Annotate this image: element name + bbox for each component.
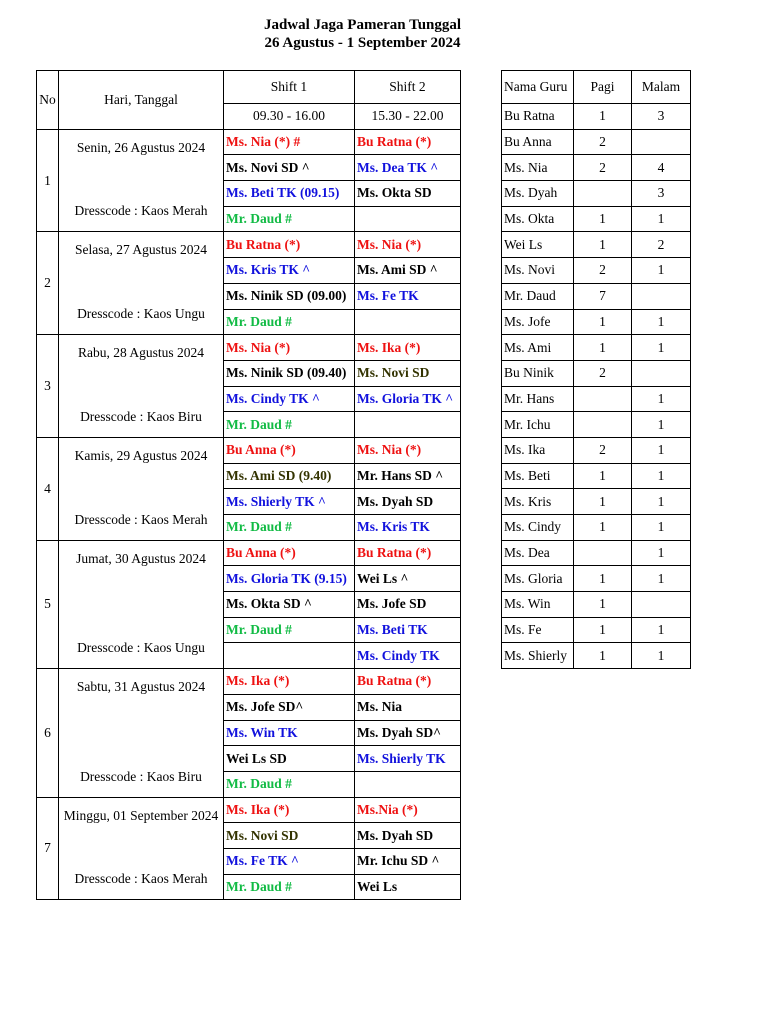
shift2-cell: Ms. Gloria TK ^ xyxy=(355,386,461,412)
teacher-pagi: 1 xyxy=(574,309,632,335)
shift1-cell: Bu Anna (*) xyxy=(224,540,355,566)
schedule-row xyxy=(37,540,461,566)
teacher-pagi: 2 xyxy=(574,155,632,181)
teacher-malam: 1 xyxy=(632,489,691,515)
teacher-malam: 1 xyxy=(632,643,691,669)
teacher-pagi: 1 xyxy=(574,232,632,258)
teacher-row xyxy=(502,335,691,361)
shift1-cell: Mr. Daud # xyxy=(224,309,355,335)
day-date: Sabtu, 31 Agustus 2024 xyxy=(76,679,206,695)
teacher-row xyxy=(502,232,691,258)
teacher-name: Ms. Nia xyxy=(502,155,574,181)
shift2-cell: Wei Ls xyxy=(355,874,461,900)
teacher-pagi: 2 xyxy=(574,360,632,386)
shift2-cell: Ms. Ika (*) xyxy=(355,335,461,361)
shift2-cell: Ms. Dyah SD xyxy=(355,489,461,515)
teacher-malam xyxy=(632,360,691,386)
shift2-cell: Ms. Nia xyxy=(355,694,461,720)
shift2-cell: Ms. Dyah SD^ xyxy=(355,720,461,746)
teacher-name: Wei Ls xyxy=(502,232,574,258)
shift2-cell: Ms. Jofe SD xyxy=(355,592,461,618)
teacher-row xyxy=(502,437,691,463)
header-pagi: Pagi xyxy=(574,71,632,104)
day-number: 5 xyxy=(37,540,59,668)
header-day: Hari, Tanggal xyxy=(59,71,224,130)
teacher-name: Ms. Shierly xyxy=(502,643,574,669)
teacher-row xyxy=(502,386,691,412)
shift1-cell: Ms. Okta SD ^ xyxy=(224,592,355,618)
shift1-cell: Ms. Novi SD ^ xyxy=(224,155,355,181)
shift1-cell: Ms. Ami SD (9.40) xyxy=(224,463,355,489)
shift2-cell: Bu Ratna (*) xyxy=(355,669,461,695)
teacher-malam: 1 xyxy=(632,386,691,412)
shift2-cell: Ms. Okta SD xyxy=(355,181,461,207)
header-shift2: Shift 2 xyxy=(355,71,461,104)
teacher-malam: 1 xyxy=(632,566,691,592)
header-teacher-name: Nama Guru xyxy=(502,71,574,104)
teacher-row xyxy=(502,592,691,618)
teacher-malam: 1 xyxy=(632,515,691,541)
schedule-row xyxy=(37,232,461,258)
day-number: 1 xyxy=(37,129,59,232)
teacher-name: Ms. Fe xyxy=(502,617,574,643)
teacher-row xyxy=(502,104,691,130)
header-time1: 09.30 - 16.00 xyxy=(224,104,355,130)
shift2-cell: Ms. Novi SD xyxy=(355,360,461,386)
teacher-row xyxy=(502,412,691,438)
day-number: 3 xyxy=(37,335,59,438)
header-malam: Malam xyxy=(632,71,691,104)
teacher-pagi: 1 xyxy=(574,335,632,361)
teacher-name: Ms. Ami xyxy=(502,335,574,361)
shift2-cell: Ms. Ami SD ^ xyxy=(355,258,461,284)
shift1-cell: Mr. Daud # xyxy=(224,874,355,900)
day-info xyxy=(59,797,224,900)
day-date: Selasa, 27 Agustus 2024 xyxy=(74,242,207,258)
shift1-cell: Ms. Nia (*) xyxy=(224,335,355,361)
day-date: Minggu, 01 September 2024 xyxy=(63,807,219,823)
shift2-cell xyxy=(355,206,461,232)
header-shift1: Shift 1 xyxy=(224,71,355,104)
shift2-cell xyxy=(355,771,461,797)
shift2-cell: Ms. Fe TK xyxy=(355,283,461,309)
teacher-row xyxy=(502,566,691,592)
teacher-summary-table xyxy=(501,70,691,669)
teacher-pagi xyxy=(574,386,632,412)
day-dresscode: Dresscode : Kaos Merah xyxy=(74,203,208,219)
shift2-cell: Ms. Dea TK ^ xyxy=(355,155,461,181)
teacher-name: Ms. Kris xyxy=(502,489,574,515)
teacher-row xyxy=(502,360,691,386)
teacher-pagi: 1 xyxy=(574,206,632,232)
day-dresscode: Dresscode : Kaos Ungu xyxy=(77,306,205,322)
shift2-cell: Ms.Nia (*) xyxy=(355,797,461,823)
shift1-cell: Ms. Kris TK ^ xyxy=(224,258,355,284)
day-date: Rabu, 28 Agustus 2024 xyxy=(77,345,204,361)
header-no: No xyxy=(37,71,59,130)
teacher-pagi: 1 xyxy=(574,592,632,618)
shift1-cell: Mr. Daud # xyxy=(224,206,355,232)
day-dresscode: Dresscode : Kaos Biru xyxy=(80,408,202,424)
teacher-pagi: 1 xyxy=(574,515,632,541)
shift2-cell: Ms. Shierly TK xyxy=(355,746,461,772)
teacher-pagi: 7 xyxy=(574,283,632,309)
teacher-row xyxy=(502,129,691,155)
teacher-row xyxy=(502,463,691,489)
shift1-cell: Mr. Daud # xyxy=(224,771,355,797)
title-block xyxy=(200,16,525,52)
day-number: 4 xyxy=(37,437,59,540)
shift1-cell: Wei Ls SD xyxy=(224,746,355,772)
shift1-cell: Ms. Nia (*) # xyxy=(224,129,355,155)
teacher-name: Ms. Win xyxy=(502,592,574,618)
schedule-row xyxy=(37,335,461,361)
teacher-name: Ms. Cindy xyxy=(502,515,574,541)
teacher-malam xyxy=(632,592,691,618)
shift1-cell: Ms. Ninik SD (09.00) xyxy=(224,283,355,309)
shift2-cell: Ms. Beti TK xyxy=(355,617,461,643)
shift1-cell: Ms. Shierly TK ^ xyxy=(224,489,355,515)
teacher-malam: 3 xyxy=(632,181,691,207)
teacher-pagi: 2 xyxy=(574,258,632,284)
teacher-malam: 1 xyxy=(632,206,691,232)
teacher-malam: 1 xyxy=(632,309,691,335)
day-info xyxy=(59,669,224,797)
teacher-row xyxy=(502,515,691,541)
teacher-name: Ms. Novi xyxy=(502,258,574,284)
day-info xyxy=(59,232,224,335)
schedule-table xyxy=(36,70,461,900)
shift2-cell: Ms. Dyah SD xyxy=(355,823,461,849)
shift1-cell: Mr. Daud # xyxy=(224,412,355,438)
schedule-row xyxy=(37,437,461,463)
teacher-pagi: 1 xyxy=(574,566,632,592)
day-number: 7 xyxy=(37,797,59,900)
shift1-cell: Ms. Fe TK ^ xyxy=(224,848,355,874)
day-dresscode: Dresscode : Kaos Ungu xyxy=(77,640,205,656)
shift1-cell: Ms. Ika (*) xyxy=(224,797,355,823)
shift2-cell: Ms. Nia (*) xyxy=(355,437,461,463)
teacher-pagi: 1 xyxy=(574,463,632,489)
teacher-name: Ms. Okta xyxy=(502,206,574,232)
teacher-row xyxy=(502,258,691,284)
teacher-name: Ms. Gloria xyxy=(502,566,574,592)
teacher-malam: 4 xyxy=(632,155,691,181)
day-date: Senin, 26 Agustus 2024 xyxy=(76,139,206,155)
schedule-row xyxy=(37,669,461,695)
teacher-pagi: 1 xyxy=(574,643,632,669)
shift2-cell: Ms. Nia (*) xyxy=(355,232,461,258)
shift1-cell: Ms. Jofe SD^ xyxy=(224,694,355,720)
shift1-cell: Bu Anna (*) xyxy=(224,437,355,463)
page-title: Jadwal Jaga Pameran Tunggal xyxy=(263,17,462,33)
teacher-name: Mr. Hans xyxy=(502,386,574,412)
shift1-cell: Mr. Daud # xyxy=(224,617,355,643)
teacher-malam: 3 xyxy=(632,104,691,130)
shift1-cell: Ms. Beti TK (09.15) xyxy=(224,181,355,207)
shift2-cell: Wei Ls ^ xyxy=(355,566,461,592)
day-info xyxy=(59,437,224,540)
teacher-pagi xyxy=(574,412,632,438)
shift1-cell: Ms. Gloria TK (9.15) xyxy=(224,566,355,592)
day-number: 2 xyxy=(37,232,59,335)
teacher-malam xyxy=(632,129,691,155)
shift1-cell: Mr. Daud # xyxy=(224,515,355,541)
teacher-pagi: 1 xyxy=(574,617,632,643)
day-date: Jumat, 30 Agustus 2024 xyxy=(76,550,206,566)
shift1-cell xyxy=(224,643,355,669)
shift2-cell: Bu Ratna (*) xyxy=(355,129,461,155)
shift2-cell: Ms. Kris TK xyxy=(355,515,461,541)
teacher-name: Ms. Beti xyxy=(502,463,574,489)
teacher-row xyxy=(502,309,691,335)
teacher-name: Ms. Dea xyxy=(502,540,574,566)
schedule-row xyxy=(37,797,461,823)
day-dresscode: Dresscode : Kaos Biru xyxy=(80,768,202,784)
teacher-name: Bu Ninik xyxy=(502,360,574,386)
shift2-cell: Bu Ratna (*) xyxy=(355,540,461,566)
teacher-malam: 1 xyxy=(632,258,691,284)
day-number: 6 xyxy=(37,669,59,797)
shift2-cell: Ms. Cindy TK xyxy=(355,643,461,669)
teacher-row xyxy=(502,181,691,207)
teacher-malam: 2 xyxy=(632,232,691,258)
shift2-cell: Mr. Ichu SD ^ xyxy=(355,848,461,874)
teacher-malam: 1 xyxy=(632,540,691,566)
header-time2: 15.30 - 22.00 xyxy=(355,104,461,130)
day-info xyxy=(59,129,224,232)
shift1-cell: Bu Ratna (*) xyxy=(224,232,355,258)
shift1-cell: Ms. Win TK xyxy=(224,720,355,746)
shift1-cell: Ms. Ninik SD (09.40) xyxy=(224,360,355,386)
teacher-malam: 1 xyxy=(632,412,691,438)
teacher-row xyxy=(502,643,691,669)
schedule-row xyxy=(37,129,461,155)
day-info xyxy=(59,540,224,668)
teacher-name: Bu Ratna xyxy=(502,104,574,130)
shift1-cell: Ms. Ika (*) xyxy=(224,669,355,695)
teacher-row xyxy=(502,283,691,309)
teacher-pagi: 1 xyxy=(574,104,632,130)
teacher-row xyxy=(502,540,691,566)
teacher-name: Ms. Dyah xyxy=(502,181,574,207)
teacher-row xyxy=(502,206,691,232)
teacher-row xyxy=(502,489,691,515)
day-date: Kamis, 29 Agustus 2024 xyxy=(74,447,208,463)
teacher-pagi: 1 xyxy=(574,489,632,515)
teacher-malam: 1 xyxy=(632,617,691,643)
teacher-name: Ms. Jofe xyxy=(502,309,574,335)
teacher-malam: 1 xyxy=(632,463,691,489)
teacher-name: Mr. Ichu xyxy=(502,412,574,438)
teacher-pagi xyxy=(574,181,632,207)
teacher-row xyxy=(502,155,691,181)
page-subtitle: 26 Agustus - 1 September 2024 xyxy=(264,35,461,51)
teacher-malam: 1 xyxy=(632,437,691,463)
day-dresscode: Dresscode : Kaos Merah xyxy=(74,871,208,887)
teacher-pagi: 2 xyxy=(574,129,632,155)
teacher-pagi xyxy=(574,540,632,566)
teacher-row xyxy=(502,617,691,643)
teacher-name: Mr. Daud xyxy=(502,283,574,309)
teacher-malam: 1 xyxy=(632,335,691,361)
day-dresscode: Dresscode : Kaos Merah xyxy=(74,511,208,527)
day-info xyxy=(59,335,224,438)
shift2-cell xyxy=(355,309,461,335)
shift1-cell: Ms. Cindy TK ^ xyxy=(224,386,355,412)
teacher-malam xyxy=(632,283,691,309)
shift2-cell: Mr. Hans SD ^ xyxy=(355,463,461,489)
shift2-cell xyxy=(355,412,461,438)
teacher-name: Bu Anna xyxy=(502,129,574,155)
teacher-name: Ms. Ika xyxy=(502,437,574,463)
shift1-cell: Ms. Novi SD xyxy=(224,823,355,849)
teacher-pagi: 2 xyxy=(574,437,632,463)
